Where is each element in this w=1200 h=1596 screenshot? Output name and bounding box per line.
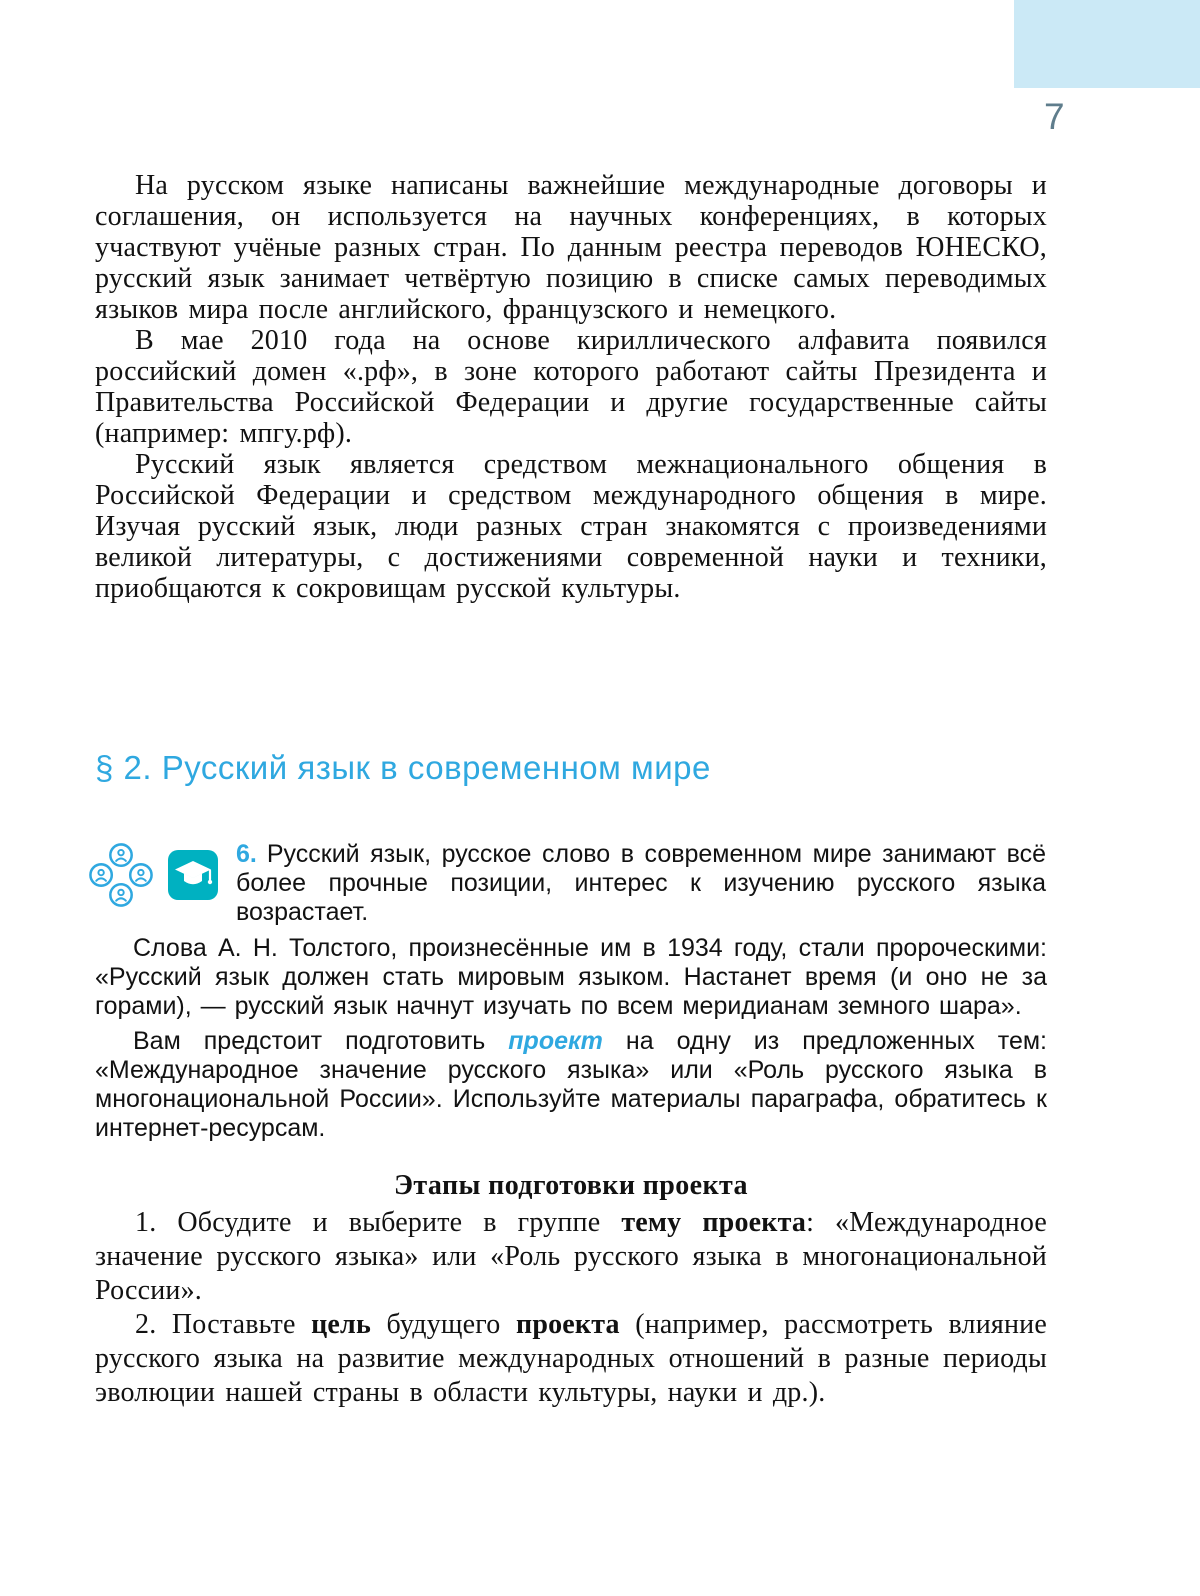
page-number: 7 [1044,96,1065,137]
section-heading: § 2. Русский язык в современном мире [95,749,711,786]
corner-accent [1014,0,1200,88]
stages-heading: Этапы подготовки проекта [394,1170,748,1201]
group-work-icon [88,842,154,908]
body-paragraph-2: В мае 2010 года на основе кириллического алфавита появился российский домен «.рф», в зоне которого работают сайты Президента и Правительства Российской Федерации и другие государственные сайты (например: мпгу.рф). [95,325,1047,449]
body-text-block [95,170,1047,604]
body-paragraph-3: Русский язык является средством межнационального общения в Российской Федерации и средством международного общения в мире. Изучая русский язык, люди разных стран знакомятся с произведениями великой литературы, с достижениями современной науки и техники, приобщаются к сокровищам русской культуры. [95,449,1047,604]
body-paragraph-1: На русском языке написаны важнейшие международные договоры и соглашения, он используется на научных конференциях, в которых участвуют учёные разных стран. По данным реестра переводов ЮНЕСКО, русский язык занимает четвёртую позицию в списке самых переводимых языков мира после английского, французского и немецкого. [95,170,1047,325]
stages-list [95,1206,1047,1410]
stage-item-2: 2. Поставьте цель будущего проекта (например, рассмотреть влияние русского языка на развитие международных отношений в разные периоды эволюции нашей страны в области культуры, науки и др.). [95,1309,1047,1408]
project-paragraph: Вам предстоит подготовить проект на одну из предложенных тем: «Международное значение русского языка» или «Роль русского языка в многонациональной России». Используйте материалы параграфа, обратитесь к интернет-ресурсам. [95,1027,1047,1142]
exercise-6 [88,840,1047,927]
exercise-body [236,840,1046,927]
exercise-icons [88,840,218,908]
stage-item-1: 1. Обсудите и выберите в группе тему проекта: «Международное значение русского языка» или «Роль русского языка в многонациональной России». [95,1207,1048,1306]
exercise-text: Русский язык, русское слово в современном мире занимают всё более прочные позиции, интерес к изучению русского языка возрастает. [236,840,1046,926]
exercise-number: 6. [236,840,257,868]
quote-paragraph: Слова А. Н. Толстого, произнесённые им в 1934 году, стали пророческими: «Русский язык должен стать мировым языком. Настанет время (и оно не за горами), — русский язык начнут изучать по всем меридианам земного шара». [95,934,1047,1020]
education-icon [168,850,218,900]
